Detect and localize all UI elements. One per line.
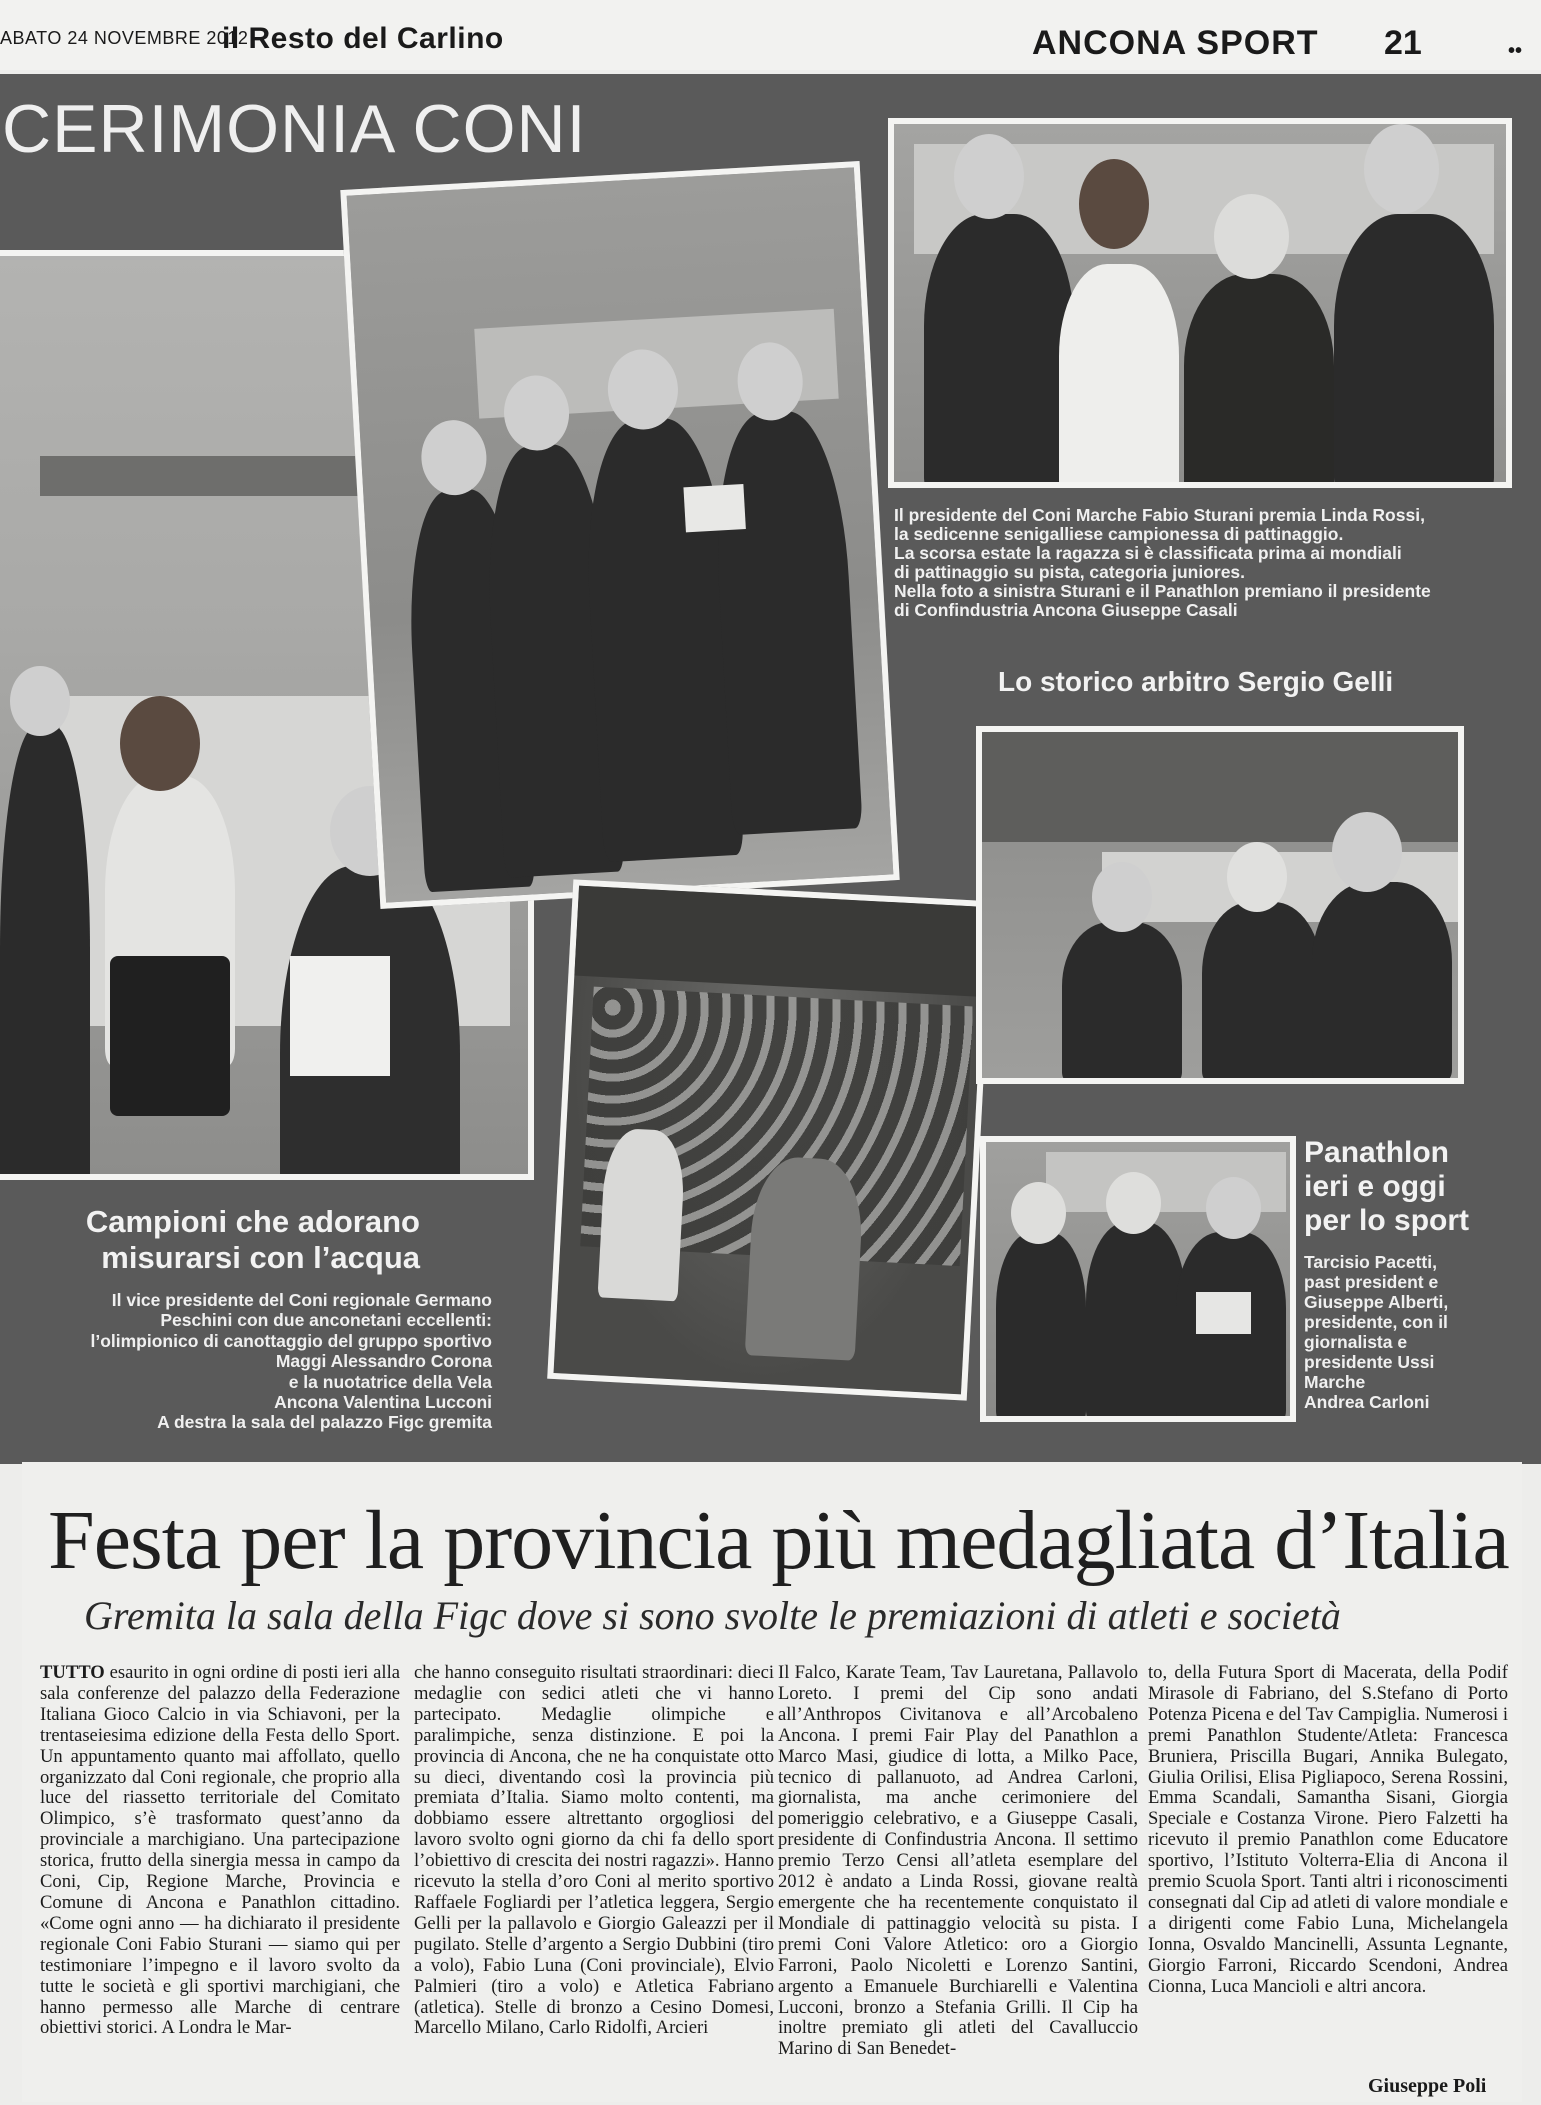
caption-line: Andrea Carloni bbox=[1304, 1392, 1430, 1412]
caption-line: la sedicenne senigalliese campionessa di pattinaggio. bbox=[894, 524, 1344, 544]
heading-campioni-line2: misurarsi con l’acqua bbox=[101, 1240, 420, 1275]
article-column-4: to, della Futura Sport di Macerata, della Podif Mirasole di Fabriano, del S.Stefano di Porto Potenza Picena e del Tav Campiglia. Numerosi i premi Panathlon Studente/Atleta: Francesca Bruniera, Priscilla Bugari, Annika Bulegato, Giulia Orilisi, Elisa Pigliapoco, Serena Rossini, Emma Scandali, Samantha Sisani, Giorgia Speciale e Costanza Virone. Piero Falzetti ha ricevuto il premio Panathlon come Educatore sportivo, l’Istituto Volterra-Elia di Ancona il premio Scuola Sport. Tanti altri i riconoscimenti consegnati dal Cip ad atleti di valore mondiale e a dirigenti come Fabio Luna, Michelangela Ionna, Osvaldo Mancinelli, Assunta Legnante, Giorgio Farroni, Riccardo Scendoni, Andrea Cionna, Luca Mancioli e altri ancora. bbox=[1148, 1662, 1508, 1997]
caption-line: Maggi Alessandro Corona bbox=[275, 1351, 492, 1372]
heading-gelli: Lo storico arbitro Sergio Gelli bbox=[998, 666, 1394, 697]
caption-line: Ancona Valentina Lucconi bbox=[274, 1392, 492, 1413]
photo-dignitaries bbox=[340, 161, 899, 909]
caption-line: l’olimpionico di canottaggio del gruppo sportivo bbox=[90, 1330, 492, 1351]
caption-panathlon bbox=[1304, 1252, 1448, 1412]
caption-line: presidente, con il bbox=[1304, 1312, 1448, 1332]
heading-panathlon-line1: Panathlon bbox=[1304, 1136, 1450, 1169]
article-byline: Giuseppe Poli bbox=[1368, 2075, 1487, 2097]
caption-line: Giuseppe Alberti, bbox=[1304, 1292, 1449, 1312]
header-dots: •• bbox=[1508, 40, 1523, 62]
photo-gelli bbox=[976, 726, 1464, 1084]
page-number: 21 bbox=[1384, 24, 1422, 62]
issue-date: ABATO 24 NOVEMBRE 2012 bbox=[0, 28, 249, 48]
heading-panathlon-line2: ieri e oggi bbox=[1304, 1170, 1446, 1203]
caption-line: A destra la sala del palazzo Figc gremita bbox=[157, 1412, 492, 1433]
newspaper-name: il Resto del Carlino bbox=[222, 22, 504, 55]
caption-line: Tarcisio Pacetti, bbox=[1304, 1252, 1437, 1272]
caption-line: di pattinaggio su pista, categoria juniores. bbox=[894, 562, 1246, 582]
caption-line: past president e bbox=[1304, 1272, 1439, 1292]
caption-line: Marche bbox=[1304, 1372, 1366, 1392]
section-name: ANCONA SPORT bbox=[1032, 24, 1319, 62]
caption-line: giornalista e bbox=[1304, 1332, 1408, 1352]
article-column-3: Il Falco, Karate Team, Tav Lauretana, Pallavolo Loreto. I premi del Cip sono andati all’Anthropos Civitanova e all’Arcobaleno Ancona. I premi Fair Play del Panathlon a Marco Masi, giudice di lotta, a Milko Pace, tecnico di pallanuoto, ad Andrea Carloni, giornalista, ma anche cerimoniere del pomeriggio celebrativo, e a Giuseppe Casali, presidente di Confindustria Ancona. Il settimo premio Terzo Censi all’atleta esemplare del 2012 è andato a Linda Rossi, giovane realtà emergente che ha recentemente conquistato il Mondiale di pattinaggio velocità su pista. I premi Coni Valore Atletico: oro a Giorgio Farroni, Paolo Nicoletti e Lorenzo Santini, argento a Emanuele Burchiarelli e Valentina Lucconi, bronzo a Stefania Grilli. Il Cip ha inoltre premiato gli atleti del Cavalluccio Marino di San Benedet- bbox=[778, 1662, 1138, 2060]
lead-word: TUTTO bbox=[40, 1662, 105, 1683]
heading-panathlon bbox=[1304, 1136, 1469, 1238]
panel-title: CERIMONIA CONI bbox=[2, 91, 587, 167]
article-column-2: che hanno conseguito risultati straordinari: dieci medaglie con sedici atleti che vi hanno partecipato. Medaglie olimpiche e paralimpiche, senza distinzione. E poi la provincia di Ancona, che ne ha conquistate otto su dieci, diventando così la provincia più premiata d’Italia. Siamo molto contenti, ma dobbiamo essere altrettanto orgogliosi del lavoro svolto ogni giorno da chi fa dello sport l’obiettivo di crescita dei nostri ragazzi». Hanno ricevuto la stella d’oro Coni al merito sportivo Raffaele Fogliardi per l’atletica leggera, Sergio Gelli per la pallavolo e Giorgio Galeazzi per il pugilato. Stelle d’argento a Sergio Dubbini (tiro a volo), Fabio Luna (Coni provinciale), Elvio Palmieri (tiro a volo) e Atletica Fabriano (atletica). Stelle di bronzo a Cesino Domesi, Marcello Milano, Carlo Ridolfi, Arcieri bbox=[414, 1662, 774, 2039]
article-column-1 bbox=[40, 1663, 400, 2039]
article-subhead: Gremita la sala della Figc dove si sono svolte le premiazioni di atleti e società bbox=[84, 1593, 1341, 1638]
caption-line: Nella foto a sinistra Sturani e il Panathlon premiano il presidente bbox=[894, 581, 1431, 601]
caption-rossi bbox=[894, 506, 1514, 620]
caption-line: Peschini con due anconetani eccellenti: bbox=[160, 1310, 492, 1331]
caption-line: di Confindustria Ancona Giuseppe Casali bbox=[894, 600, 1238, 620]
photo-panathlon bbox=[980, 1136, 1296, 1422]
caption-line: Il vice presidente del Coni regionale Germano bbox=[111, 1290, 492, 1310]
caption-line: presidente Ussi bbox=[1304, 1352, 1435, 1372]
heading-campioni bbox=[0, 1204, 420, 1276]
caption-line: e la nuotatrice della Vela bbox=[288, 1371, 492, 1392]
article-headline: Festa per la provincia più medagliata d’Italia bbox=[48, 1494, 1509, 1587]
caption-campioni bbox=[0, 1290, 492, 1433]
heading-panathlon-line3: per lo sport bbox=[1304, 1204, 1470, 1237]
heading-campioni-line1: Campioni che adorano bbox=[85, 1204, 420, 1239]
photo-crowd bbox=[547, 879, 993, 1400]
column-text: esaurito in ogni ordine di posti ieri alla sala conferenze del palazzo della Federazione Italiana Gioco Calcio in via Schiavoni, per la trentaseiesima edizione della Festa dello Sport. Un appuntamento quanto mai affollato, quello organizzato dal Coni regionale, che proprio alla luce del riassetto territoriale del Comitato Olimpico, s’è trasformato quest’anno da provinciale a marchigiano. Una partecipazione storica, frutto della sinergia messa in campo da Coni, Cip, Regione Marche, Provincia e Comune di Ancona e Panathlon cittadino. «Come ogni anno — ha dichiarato il presidente regionale Coni Fabio Sturani — siamo qui per testimoniare l’impegno e il lavoro svolto da tutte le società e gli sportivi marchigiani, che hanno permesso alle Marche di centrare obiettivi storici. A Londra le Mar- bbox=[40, 1662, 400, 2039]
photo-rossi-award bbox=[888, 118, 1512, 488]
caption-line: La scorsa estate la ragazza si è classificata prima ai mondiali bbox=[894, 543, 1402, 563]
caption-line: Il presidente del Coni Marche Fabio Sturani premia Linda Rossi, bbox=[894, 505, 1425, 525]
